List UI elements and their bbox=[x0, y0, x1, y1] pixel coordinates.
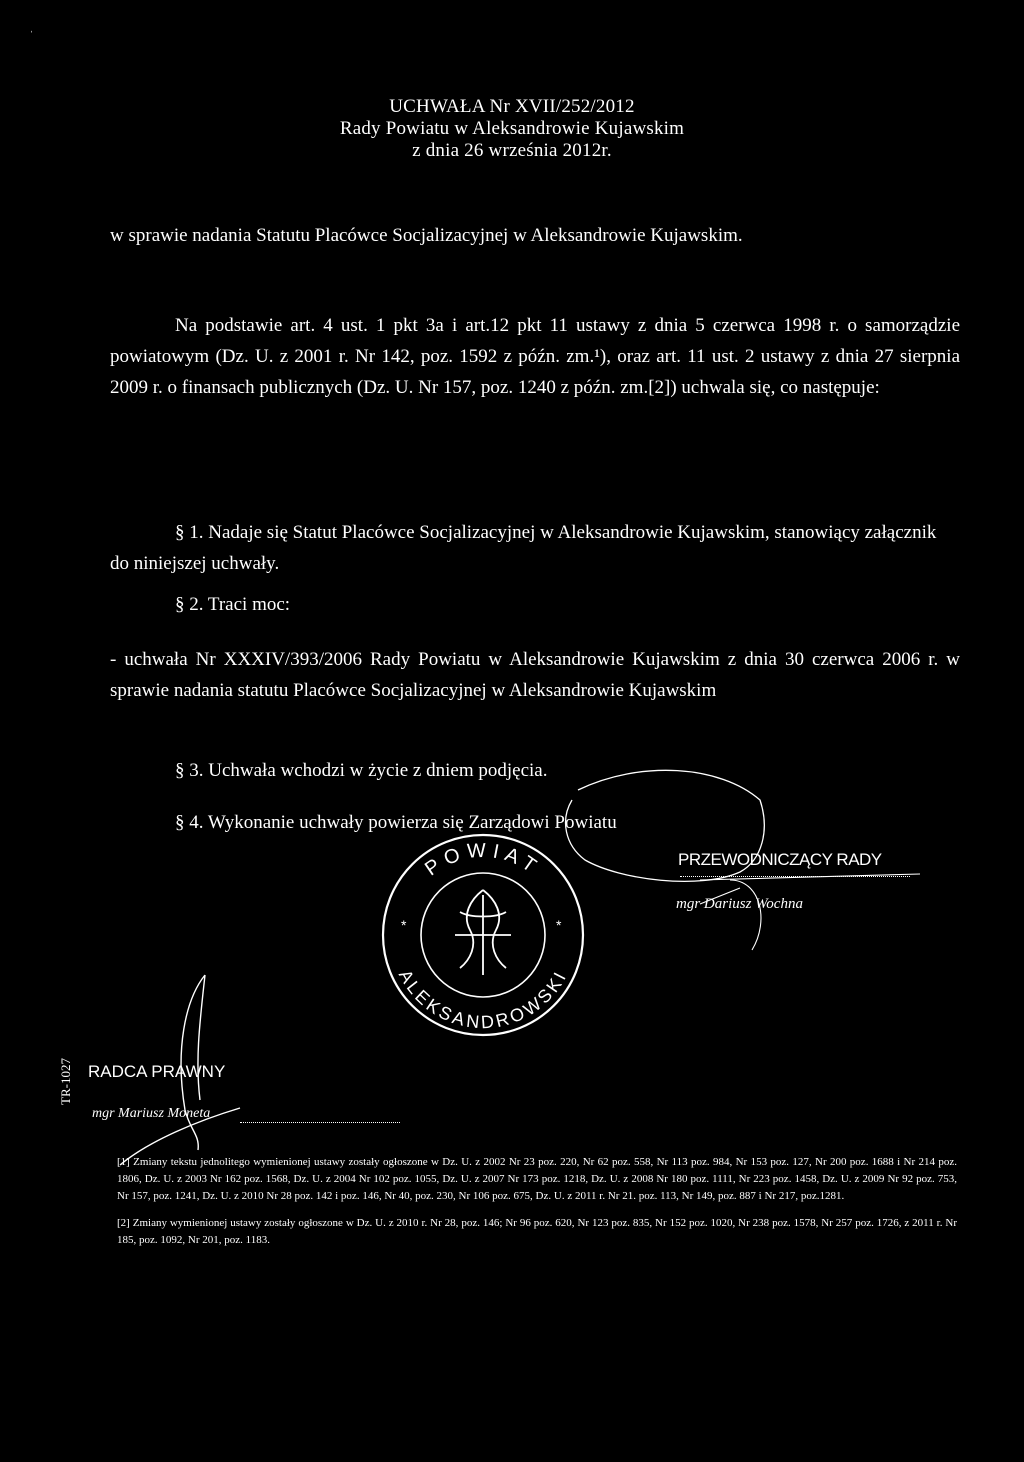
legal-counsel-signature-line bbox=[240, 1122, 400, 1123]
council-name: Rady Powiatu w Aleksandrowie Kujawskim bbox=[339, 118, 685, 139]
resolution-number: UCHWAŁA Nr XVII/252/2012 bbox=[389, 96, 635, 117]
footnote-2: [2] Zmiany wymienionej ustawy zostały ogłoszone w Dz. U. z 2010 r. Nr 28, poz. 146; Nr 96 poz. 620, Nr 123 poz. 835, Nr 152 poz. 1020, Nr 238 poz. 1578, Nr 257 poz. 1726, z 2011 r. Nr 185, poz. 1092, Nr 201, poz. 1183. bbox=[117, 1217, 957, 1246]
seal-bottom-text: ALEKSANDROWSKI bbox=[394, 966, 572, 1033]
registry-number: TR-1027 bbox=[58, 1058, 73, 1105]
chairman-signature-line bbox=[680, 876, 910, 877]
chairman-title: PRZEWODNICZĄCY RADY bbox=[678, 850, 882, 869]
resolution-date: z dnia 26 września 2012r. bbox=[412, 140, 612, 161]
legal-counsel-title: RADCA PRAWNY bbox=[88, 1062, 226, 1081]
chairman-name: mgr Dariusz Wochna bbox=[676, 896, 803, 912]
official-seal bbox=[383, 835, 583, 1035]
scan-speck: ˈ bbox=[30, 30, 34, 41]
svg-text:*: * bbox=[556, 917, 562, 933]
section-2-body: - uchwała Nr XXXIV/393/2006 Rady Powiatu w Aleksandrowie Kujawskim z dnia 30 czerwca 2006 r. w sprawie nadania statutu Placówce Socjalizacyjnej w Aleksandrowie Kujawskim bbox=[110, 649, 960, 701]
section-3: § 3. Uchwała wchodzi w życie z dniem podjęcia. bbox=[175, 760, 548, 781]
seal-top-text: POWIAT bbox=[421, 839, 545, 881]
section-4: § 4. Wykonanie uchwały powierza się Zarządowi Powiatu bbox=[175, 812, 617, 833]
legal-basis-paragraph: Na podstawie art. 4 ust. 1 pkt 3a i art.12 pkt 11 ustawy z dnia 5 czerwca 1998 r. o samorządzie powiatowym (Dz. U. z 2001 r. Nr 142, poz. 1592 z późn. zm.¹), oraz art. 11 ust. 2 ustawy z dnia 27 sierpnia 2009 r. o finansach publicznych (Dz. U. Nr 157, poz. 1240 z późn. zm.[2]) uchwala się, co następuje: bbox=[110, 315, 960, 398]
section-2-heading: § 2. Traci moc: bbox=[175, 594, 291, 615]
footnote-1: [1] Zmiany tekstu jednolitego wymienionej ustawy zostały ogłoszone w Dz. U. z 2002 Nr 23 poz. 220, Nr 62 poz. 558, Nr 113 poz. 984, Nr 153 poz. 127, Nr 200 poz. 1688 i Nr 214 poz. 1806, Dz. U. z 2003 Nr 162 poz. 1568, Dz. U. z 2004 Nr 102 poz. 1055, Dz. U. z 2007 Nr 173 poz. 1218, Dz. U. z 2008 Nr 180 poz. 1111, Nr 223 poz. 1458, Dz. U. z 2009 Nr 92 poz. 753, Nr 157, poz. 1241, Dz. U. z 2010 Nr 28 poz. 142 i poz. 146, Nr 40, poz. 230, Nr 106 poz. 675, Dz. U. z 2011 r. Nr 21. poz. 113, Nr 149, poz. 887 i Nr 217, poz.1281. bbox=[117, 1156, 957, 1202]
svg-text:*: * bbox=[401, 917, 407, 933]
resolution-subject: w sprawie nadania Statutu Placówce Socjalizacyjnej w Aleksandrowie Kujawskim. bbox=[110, 225, 743, 246]
section-1: § 1. Nadaje się Statut Placówce Socjalizacyjnej w Aleksandrowie Kujawskim, stanowiący załącznik do niniejszej uchwały. bbox=[110, 522, 937, 574]
legal-counsel-name: mgr Mariusz Moneta bbox=[92, 1106, 211, 1121]
footnotes bbox=[117, 1154, 957, 1259]
